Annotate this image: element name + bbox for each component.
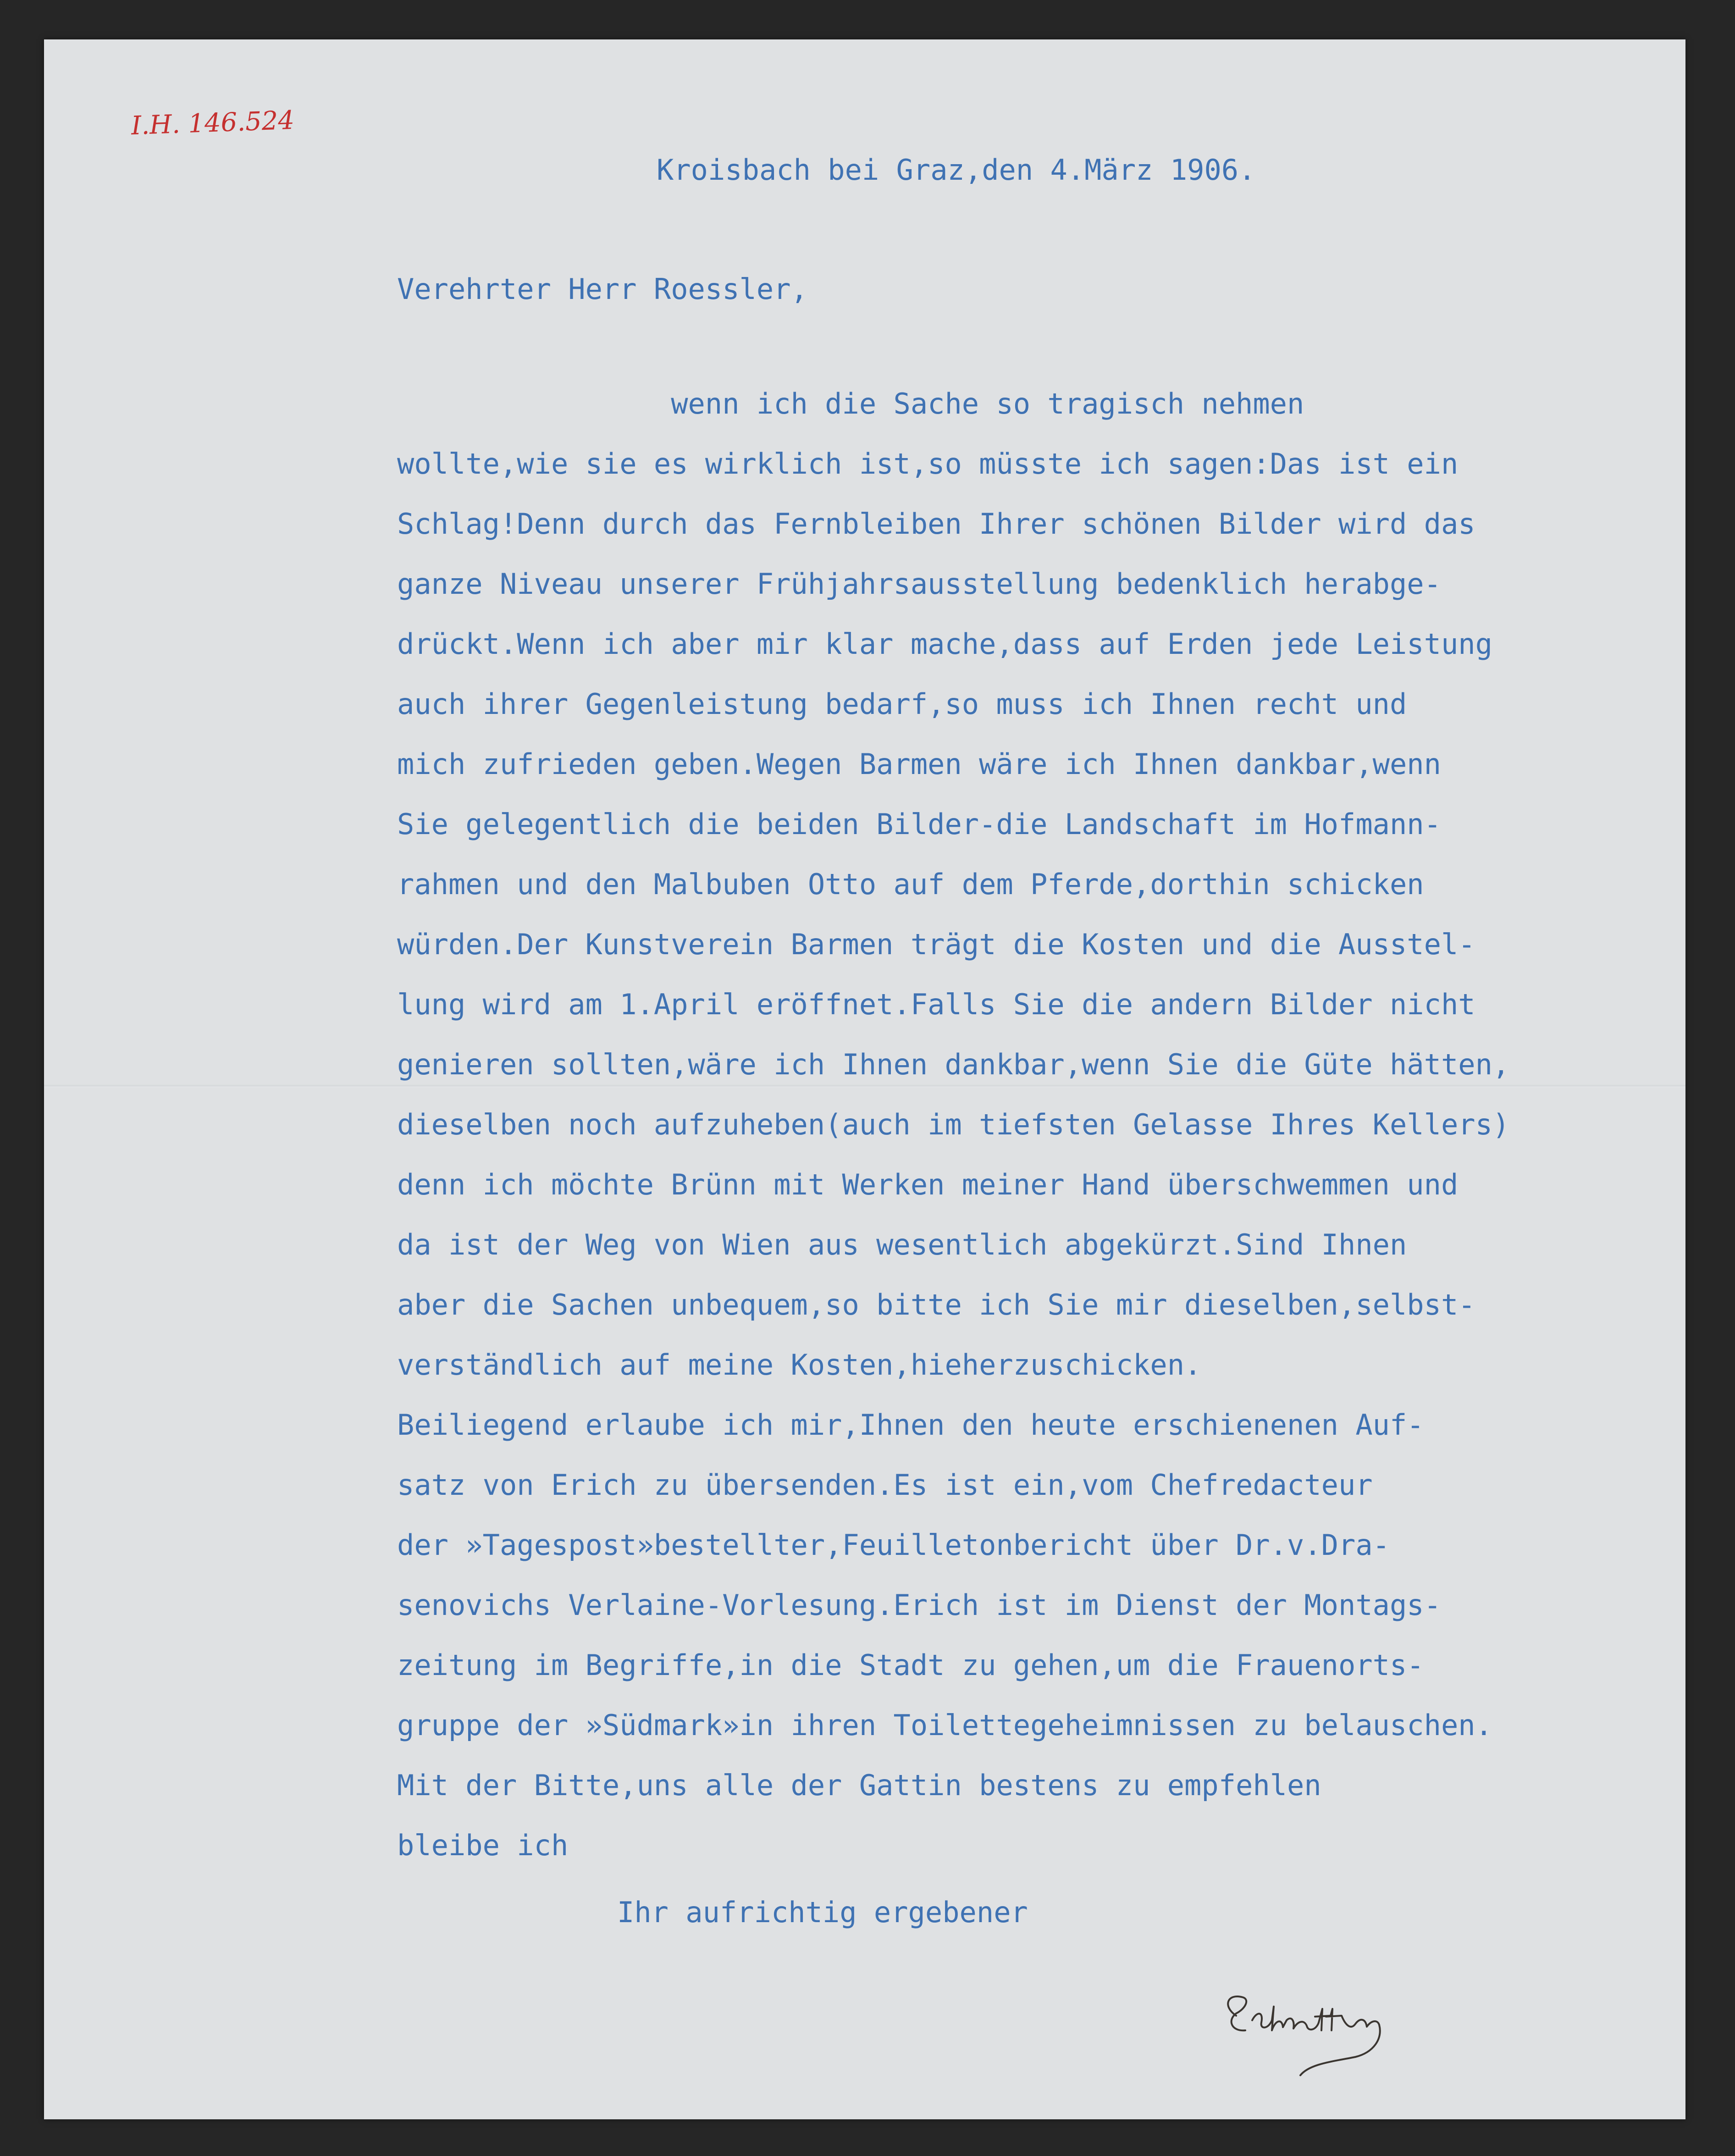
closing-line: Ihr aufrichtig ergebener [617,1896,1028,1929]
body-line: verständlich auf meine Kosten,hieherzuschicken. [397,1348,1202,1382]
body-line: drückt.Wenn ich aber mir klar mache,dass auf Erden jede Leistung [397,627,1492,661]
paper-fold [44,1085,1685,1088]
body-line: zeitung im Begriffe,in die Stadt zu gehen,um die Frauenorts- [397,1648,1424,1682]
body-line: dieselben noch aufzuheben(auch im tiefsten Gelasse Ihres Kellers) [397,1108,1510,1141]
body-line: ganze Niveau unserer Frühjahrsausstellung bedenklich herabge- [397,567,1441,601]
body-line: mich zufrieden geben.Wegen Barmen wäre ich Ihnen dankbar,wenn [397,747,1441,781]
archive-mark: I.H. 146.524 [130,105,295,141]
body-line: lung wird am 1.April eröffnet.Falls Sie die andern Bilder nicht [397,988,1475,1021]
body-line: genieren sollten,wäre ich Ihnen dankbar,wenn Sie die Güte hätten, [397,1048,1510,1081]
body-line: würden.Der Kunstverein Barmen trägt die Kosten und die Ausstel- [397,928,1475,961]
body-line: gruppe der »Südmark»in ihren Toilettegeheimnissen zu belauschen. [397,1708,1492,1742]
dateline: Kroisbach bei Graz,den 4.März 1906. [657,153,1256,187]
body-line: aber die Sachen unbequem,so bitte ich Sie mir dieselben,selbst- [397,1288,1475,1321]
body-line: da ist der Weg von Wien aus wesentlich abgekürzt.Sind Ihnen [397,1228,1407,1261]
body-line: wollte,wie sie es wirklich ist,so müsste ich sagen:Das ist ein [397,447,1459,481]
body-line: rahmen und den Malbuben Otto auf dem Pferde,dorthin schicken [397,868,1424,901]
body-line: Sie gelegentlich die beiden Bilder-die Landschaft im Hofmann- [397,807,1441,841]
body-line: denn ich möchte Brünn mit Werken meiner Hand überschwemmen und [397,1168,1459,1201]
body-line: Mit der Bitte,uns alle der Gattin bestens zu empfehlen [397,1769,1321,1802]
body-line: Schlag!Denn durch das Fernbleiben Ihrer schönen Bilder wird das [397,507,1475,541]
handwritten-signature [1218,1988,1456,2089]
body-line: Beiliegend erlaube ich mir,Ihnen den heute erschienenen Auf- [397,1408,1424,1442]
body-line: senovichs Verlaine-Vorlesung.Erich ist im Dienst der Montags- [397,1588,1441,1622]
body-line: wenn ich die Sache so tragisch nehmen [397,387,1304,420]
body-line: auch ihrer Gegenleistung bedarf,so muss ich Ihnen recht und [397,687,1407,721]
body-line: bleibe ich [397,1829,569,1862]
salutation: Verehrter Herr Roessler, [397,272,808,306]
body-line: satz von Erich zu übersenden.Es ist ein,vom Chefredacteur [397,1468,1373,1502]
body-line: der »Tagespost»bestellter,Feuilletonbericht über Dr.v.Dra- [397,1528,1390,1562]
letter-sheet [44,39,1685,2119]
